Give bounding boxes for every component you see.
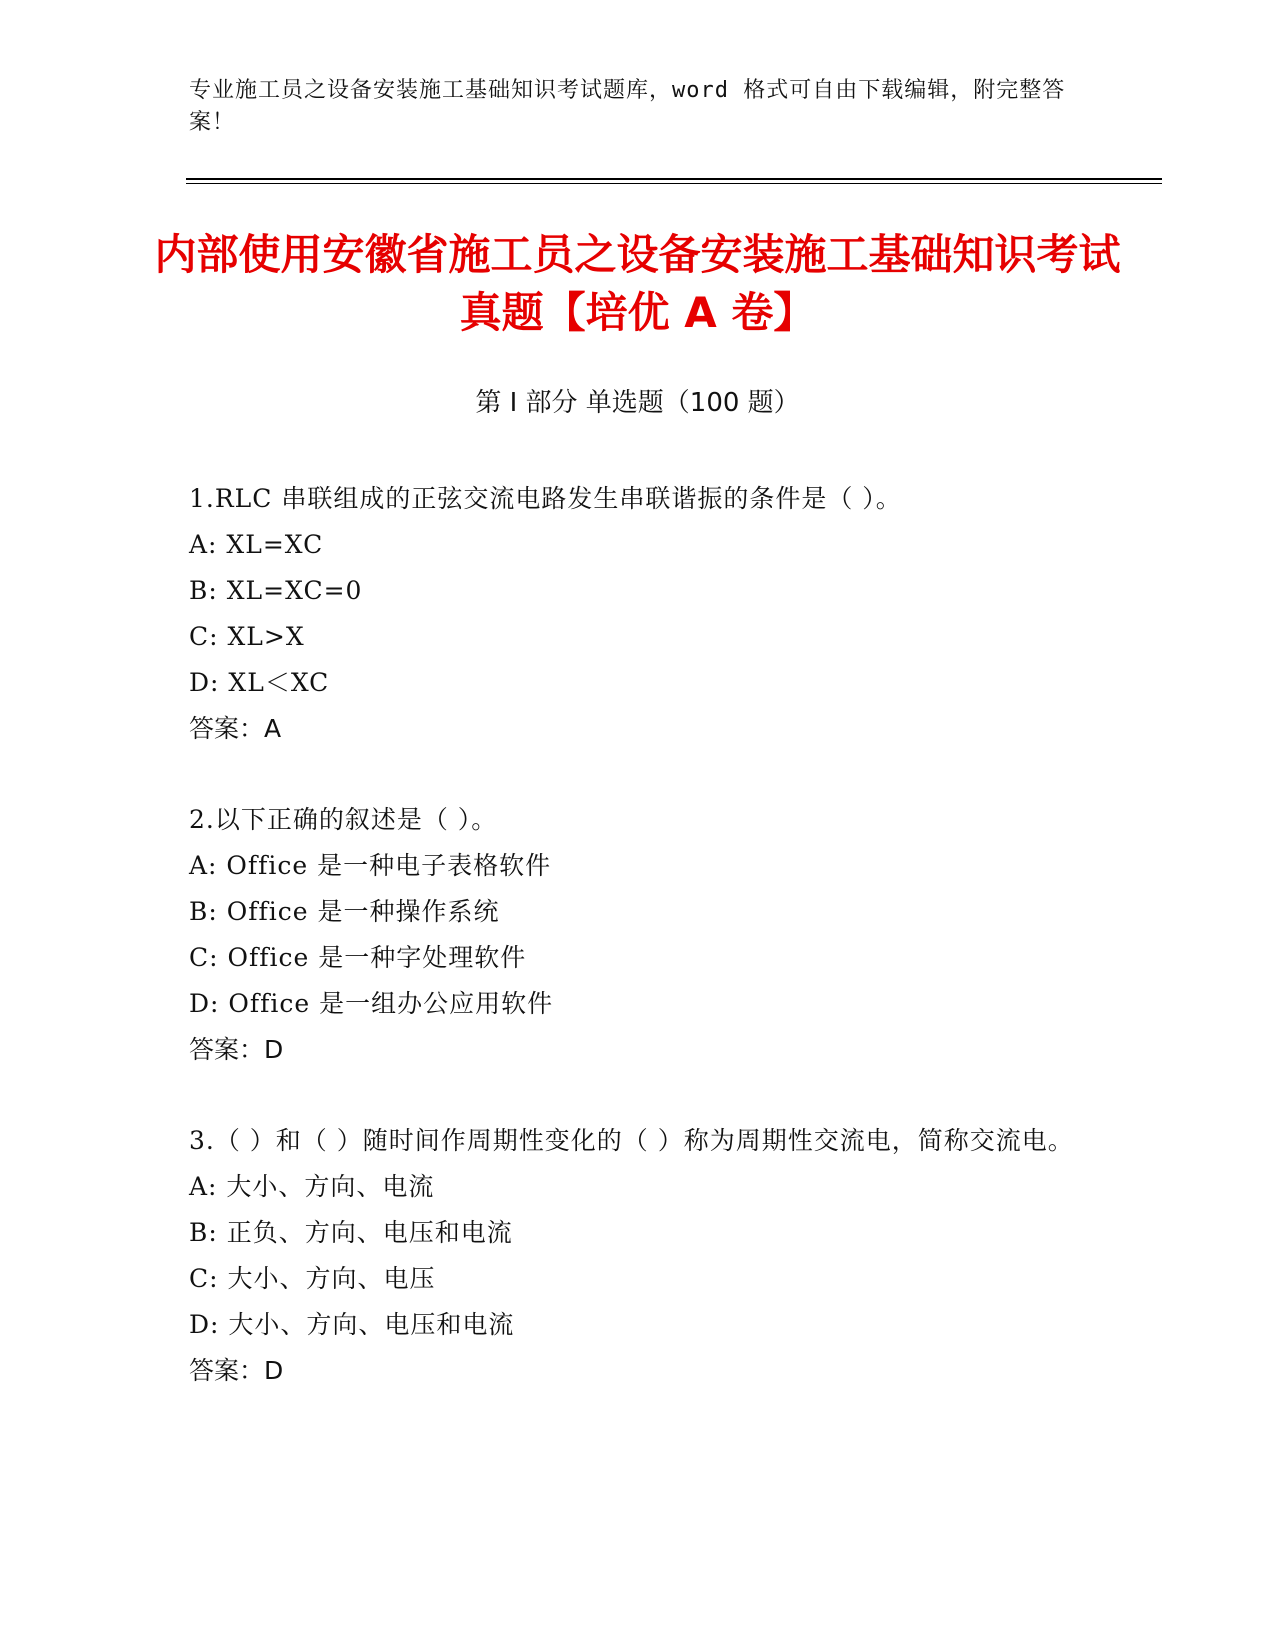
option-d: D: 大小、方向、电压和电流 (189, 1310, 515, 1339)
question-stem: 2.以下正确的叙述是（ ）。 (189, 805, 498, 834)
section-heading: 第 I 部分 单选题（100 题） (475, 388, 800, 418)
option-b: B: 正负、方向、电压和电流 (189, 1218, 513, 1247)
option-b: B: XL=XC=0 (189, 576, 363, 605)
question-stem: 1.RLC 串联组成的正弦交流电路发生串联谐振的条件是（ ）。 (189, 484, 902, 513)
answer-line: 答案：D (189, 1035, 284, 1064)
answer-line: 答案：A (189, 714, 282, 743)
answer-line: 答案：D (189, 1356, 284, 1385)
option-c: C: XL>X (189, 622, 305, 651)
document-title: 内部使用安徽省施工员之设备安装施工基础知识考试真题【培优 A 卷】 (154, 230, 1121, 337)
header-divider-thin (186, 183, 1162, 184)
option-a: A: Office 是一种电子表格软件 (189, 851, 552, 880)
option-d: D: Office 是一组办公应用软件 (189, 989, 554, 1018)
option-d: D: XL＜XC (189, 668, 330, 697)
header-divider-thick (186, 178, 1162, 180)
question-1 (189, 476, 1089, 752)
question-stem: 3.（ ）和（ ）随时间作周期性变化的（ ）称为周期性交流电，简称交流电。 (189, 1126, 1074, 1155)
option-a: A: 大小、方向、电流 (189, 1172, 435, 1201)
option-a: A: XL=XC (189, 530, 324, 559)
header-note: 专业施工员之设备安装施工基础知识考试题库，word 格式可自由下载编辑，附完整答案！ (189, 78, 1066, 135)
option-b: B: Office 是一种操作系统 (189, 897, 500, 926)
question-2 (189, 797, 1089, 1073)
question-3 (189, 1118, 1089, 1394)
option-c: C: 大小、方向、电压 (189, 1264, 436, 1293)
option-c: C: Office 是一种字处理软件 (189, 943, 527, 972)
